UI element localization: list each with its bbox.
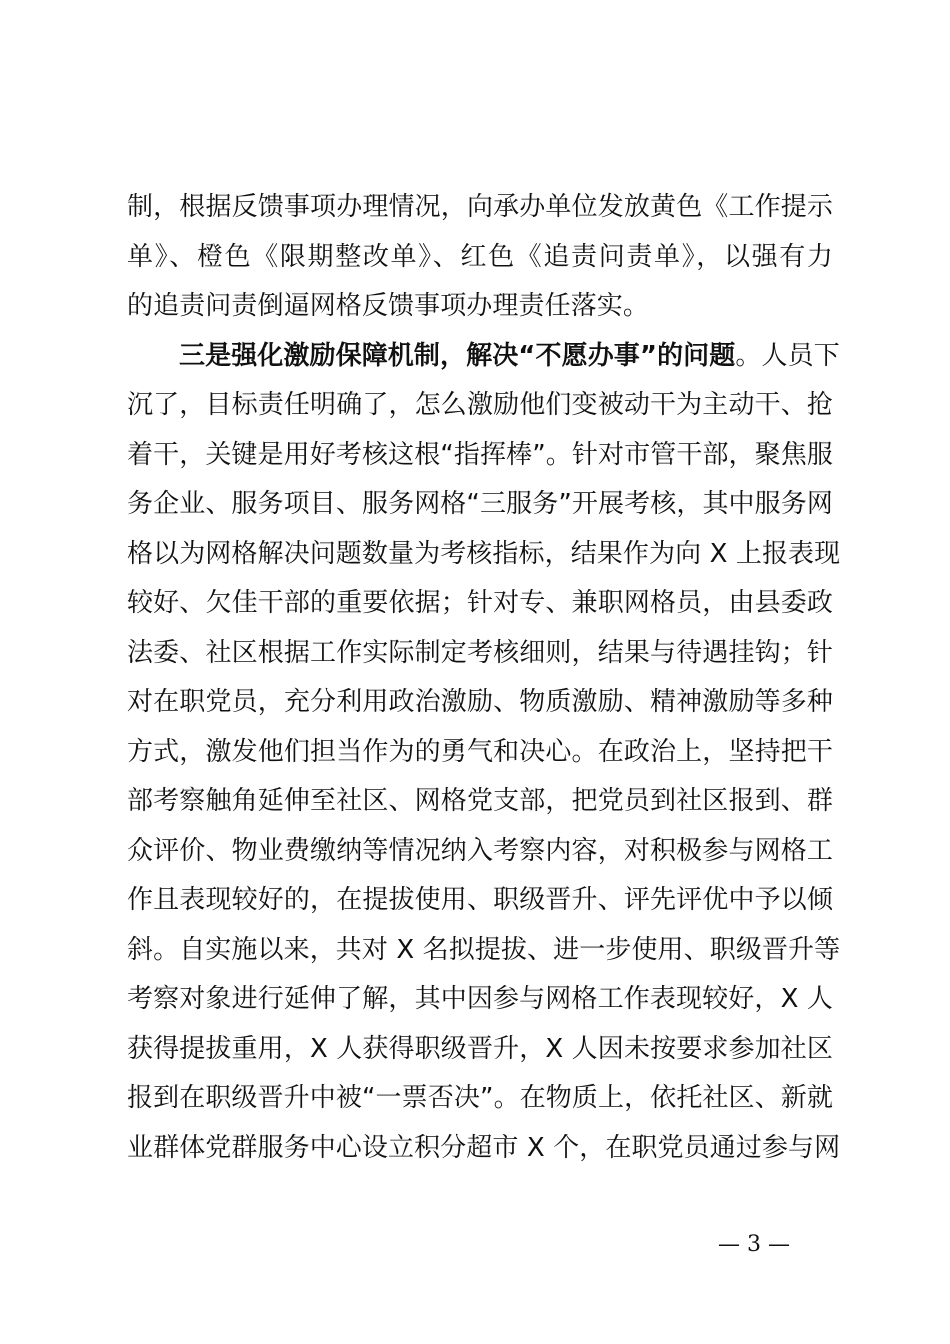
text-line: 众评价、物业费缴纳等情况纳入考察内容，对积极参与网格工	[127, 835, 833, 866]
text-line: 获得提拔重用，X 人获得职级晋升，X 人因未按要求参加社区	[127, 1033, 833, 1064]
paragraph-heading: 三是强化激励保障机制，解决“不愿办事”的问题	[179, 340, 736, 371]
text-line: 对在职党员，充分利用政治激励、物质激励、精神激励等多种	[127, 687, 833, 717]
paragraph-heading-line	[127, 332, 840, 382]
text-line: 的追责问责倒逼网格反馈事项办理责任落实。	[127, 291, 650, 321]
text-fragment: 。人员下	[735, 340, 840, 371]
text-line: 格以为网格解决问题数量为考核指标，结果作为向 X 上报表现	[127, 538, 841, 569]
text-line: 部考察触角延伸至社区、网格党支部，把党员到社区报到、群	[127, 786, 833, 816]
text-line: 务企业、服务项目、服务网格“三服务”开展考核，其中服务网	[127, 489, 833, 519]
text-line: 作且表现较好的，在提拔使用、职级晋升、评先评优中予以倾	[127, 885, 833, 915]
text-line: 制，根据反馈事项办理情况，向承办单位发放黄色《工作提示	[127, 192, 833, 222]
text-line: 报到在职级晋升中被“一票否决”。在物质上，依托社区、新就	[127, 1083, 833, 1113]
text-line: 沉了，目标责任明确了，怎么激励他们变被动干为主动干、抢	[127, 390, 833, 420]
text-line: 单》、橙色《限期整改单》、红色《追责问责单》，以强有力	[127, 241, 833, 272]
text-line: 着干，关键是用好考核这根“指挥棒”。针对市管干部，聚焦服	[127, 439, 833, 470]
body-text	[127, 183, 841, 1173]
text-line: 业群体党群服务中心设立积分超市 X 个，在职党员通过参与网	[127, 1132, 841, 1163]
page-number: — 3 —	[718, 1232, 790, 1257]
text-line: 方式，激发他们担当作为的勇气和决心。在政治上，坚持把干	[127, 736, 833, 767]
text-line: 考察对象进行延伸了解，其中因参与网格工作表现较好，X 人	[127, 984, 833, 1014]
text-line: 法委、社区根据工作实际制定考核细则，结果与待遇挂钩；针	[127, 637, 833, 668]
text-line: 斜。自实施以来，共对 X 名拟提拔、进一步使用、职级晋升等	[127, 934, 841, 965]
text-line: 较好、欠佳干部的重要依据；针对专、兼职网格员，由县委政	[127, 588, 833, 618]
